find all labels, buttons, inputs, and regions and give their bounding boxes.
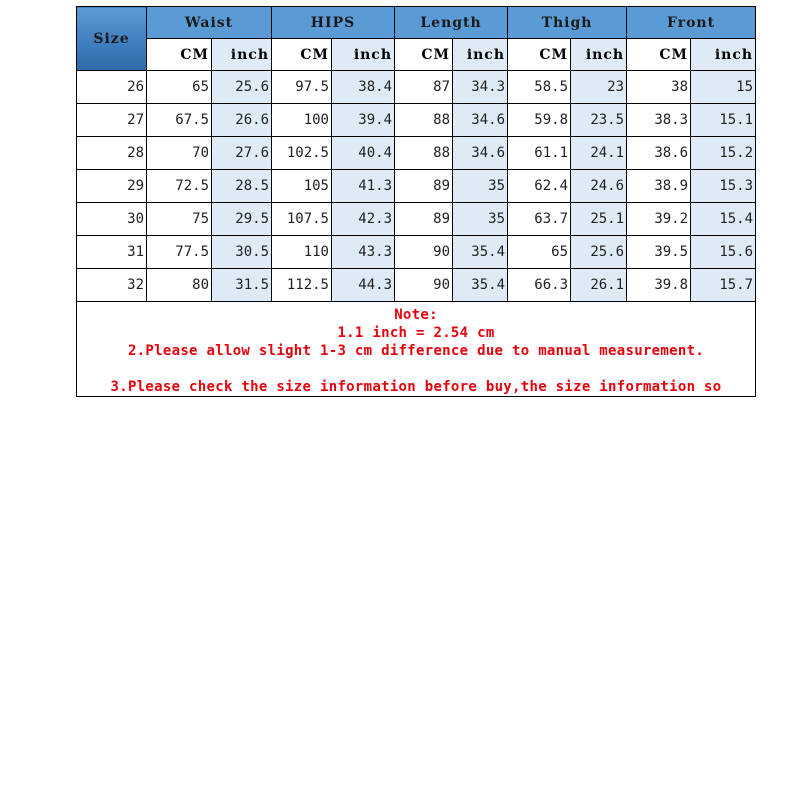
waist-inch-cell: 31.5: [212, 269, 272, 302]
hips-inch-header: inch: [332, 39, 395, 71]
note-line-2: 2.Please allow slight 1-3 cm difference due to manual measurement.: [127, 343, 705, 359]
front-cm-cell: 39.5: [627, 236, 691, 269]
thigh-cm-cell: 62.4: [508, 170, 571, 203]
waist-inch-cell: 25.6: [212, 71, 272, 104]
table-row: [77, 203, 756, 236]
size-cell: 28: [77, 137, 147, 170]
front-cm-cell: 38.3: [627, 104, 691, 137]
length-cm-cell: 87: [395, 71, 453, 104]
length-inch-cell: 34.3: [453, 71, 508, 104]
hips-inch-cell: 39.4: [332, 104, 395, 137]
thigh-cm-cell: 65: [508, 236, 571, 269]
front-inch-cell: 15: [691, 71, 756, 104]
size-cell: 26: [77, 71, 147, 104]
thigh-inch-cell: 24.6: [571, 170, 627, 203]
table-row: [77, 104, 756, 137]
table-row: [77, 236, 756, 269]
length-inch-cell: 34.6: [453, 104, 508, 137]
front-cm-cell: 38.6: [627, 137, 691, 170]
hips-cm-cell: 102.5: [272, 137, 332, 170]
length-cm-cell: 88: [395, 104, 453, 137]
front-cm-cell: 38: [627, 71, 691, 104]
thigh-inch-cell: 24.1: [571, 137, 627, 170]
thigh-header: Thigh: [508, 7, 627, 39]
waist-inch-cell: 29.5: [212, 203, 272, 236]
hips-cm-cell: 112.5: [272, 269, 332, 302]
thigh-cm-cell: 61.1: [508, 137, 571, 170]
thigh-cm-cell: 66.3: [508, 269, 571, 302]
notes-row: [77, 302, 756, 397]
hips-cm-cell: 107.5: [272, 203, 332, 236]
table-row: [77, 269, 756, 302]
front-header: Front: [627, 7, 756, 39]
front-inch-cell: 15.6: [691, 236, 756, 269]
hips-inch-cell: 40.4: [332, 137, 395, 170]
front-inch-cell: 15.1: [691, 104, 756, 137]
header-row-groups: [77, 7, 756, 39]
note-line-3: 3.Please check the size information before buy,the size information so: [110, 379, 722, 395]
thigh-cm-header: CM: [508, 39, 571, 71]
length-inch-cell: 35: [453, 203, 508, 236]
waist-inch-cell: 28.5: [212, 170, 272, 203]
waist-inch-cell: 26.6: [212, 104, 272, 137]
waist-cm-header: CM: [147, 39, 212, 71]
front-inch-cell: 15.3: [691, 170, 756, 203]
length-inch-header: inch: [453, 39, 508, 71]
note-spacer: [79, 360, 753, 378]
waist-cm-cell: 77.5: [147, 236, 212, 269]
length-inch-cell: 35.4: [453, 269, 508, 302]
waist-cm-cell: 80: [147, 269, 212, 302]
length-cm-header: CM: [395, 39, 453, 71]
thigh-inch-cell: 26.1: [571, 269, 627, 302]
size-cell: 31: [77, 236, 147, 269]
thigh-inch-header: inch: [571, 39, 627, 71]
thigh-inch-cell: 25.1: [571, 203, 627, 236]
header-row-units: [77, 39, 756, 71]
length-cm-cell: 88: [395, 137, 453, 170]
length-cm-cell: 89: [395, 170, 453, 203]
hips-cm-header: CM: [272, 39, 332, 71]
front-cm-cell: 38.9: [627, 170, 691, 203]
length-header: Length: [395, 7, 508, 39]
front-cm-cell: 39.8: [627, 269, 691, 302]
thigh-inch-cell: 25.6: [571, 236, 627, 269]
hips-inch-cell: 42.3: [332, 203, 395, 236]
table-row: [77, 71, 756, 104]
size-cell: 27: [77, 104, 147, 137]
waist-header: Waist: [147, 7, 272, 39]
front-inch-cell: 15.2: [691, 137, 756, 170]
waist-cm-cell: 75: [147, 203, 212, 236]
front-cm-header: CM: [627, 39, 691, 71]
waist-cm-cell: 70: [147, 137, 212, 170]
length-cm-cell: 89: [395, 203, 453, 236]
hips-cm-cell: 97.5: [272, 71, 332, 104]
waist-cm-cell: 65: [147, 71, 212, 104]
hips-header: HIPS: [272, 7, 395, 39]
length-inch-cell: 34.6: [453, 137, 508, 170]
size-cell: 32: [77, 269, 147, 302]
thigh-inch-cell: 23.5: [571, 104, 627, 137]
waist-cm-cell: 67.5: [147, 104, 212, 137]
size-cell: 30: [77, 203, 147, 236]
waist-inch-header: inch: [212, 39, 272, 71]
thigh-cm-cell: 58.5: [508, 71, 571, 104]
hips-inch-cell: 41.3: [332, 170, 395, 203]
waist-inch-cell: 27.6: [212, 137, 272, 170]
note-title: Note:: [394, 307, 438, 323]
front-inch-header: inch: [691, 39, 756, 71]
front-cm-cell: 39.2: [627, 203, 691, 236]
hips-inch-cell: 44.3: [332, 269, 395, 302]
front-inch-cell: 15.7: [691, 269, 756, 302]
table-row: [77, 137, 756, 170]
size-chart-table: [76, 6, 756, 397]
front-inch-cell: 15.4: [691, 203, 756, 236]
note-line-1: 1.1 inch = 2.54 cm: [337, 325, 495, 341]
hips-cm-cell: 110: [272, 236, 332, 269]
hips-cm-cell: 105: [272, 170, 332, 203]
hips-cm-cell: 100: [272, 104, 332, 137]
length-inch-cell: 35.4: [453, 236, 508, 269]
thigh-cm-cell: 63.7: [508, 203, 571, 236]
table-row: [77, 170, 756, 203]
size-rows: [77, 71, 756, 302]
size-column-header: Size: [77, 7, 147, 71]
size-cell: 29: [77, 170, 147, 203]
length-inch-cell: 35: [453, 170, 508, 203]
notes-cell: [77, 302, 756, 397]
length-cm-cell: 90: [395, 236, 453, 269]
length-cm-cell: 90: [395, 269, 453, 302]
waist-inch-cell: 30.5: [212, 236, 272, 269]
hips-inch-cell: 43.3: [332, 236, 395, 269]
hips-inch-cell: 38.4: [332, 71, 395, 104]
thigh-inch-cell: 23: [571, 71, 627, 104]
thigh-cm-cell: 59.8: [508, 104, 571, 137]
waist-cm-cell: 72.5: [147, 170, 212, 203]
